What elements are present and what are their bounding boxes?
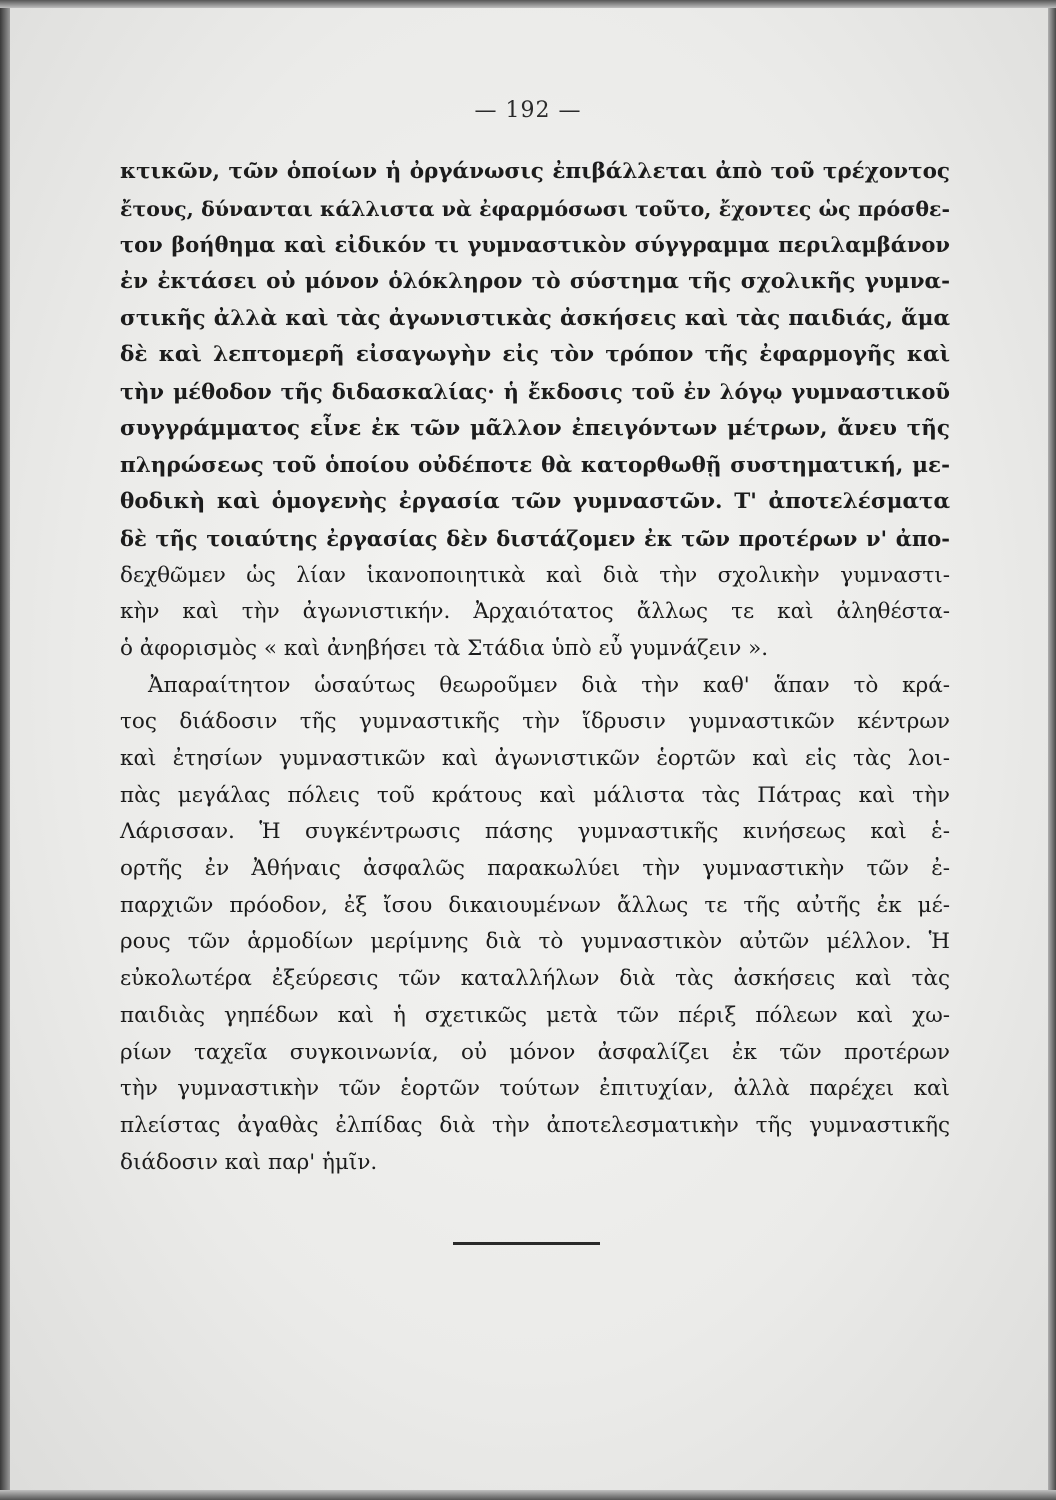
scan-border-bottom: [0, 1490, 1056, 1500]
text-line: πληρώσεως τοῦ ὁποίου οὐδέποτε θὰ κατορθωθῇ συστηματική, με-: [120, 452, 950, 478]
text-line: δὲ καὶ λεπτομερῆ εἰσαγωγὴν εἰς τὸν τρόπον τῆς ἐφαρμογῆς καὶ: [120, 342, 950, 368]
text-line: ορτῆς ἐν Ἀθήναις ἀσφαλῶς παρακωλύει τὴν γυμναστικὴν τῶν ἐ-: [120, 856, 950, 882]
text-line: κτικῶν, τῶν ὁποίων ἡ ὀργάνωσις ἐπιβάλλεται ἀπὸ τοῦ τρέχοντος: [120, 159, 950, 184]
text-line: ἐν ἐκτάσει οὐ μόνον ὁλόκληρον τὸ σύστημα τῆς σχολικῆς γυμνα-: [120, 269, 950, 295]
text-line: τον βοήθημα καὶ εἰδικόν τι γυμναστικὸν σύγγραμμα περιλαμβάνον: [120, 232, 950, 258]
body-text: [120, 154, 950, 1181]
text-line: θοδικὴ καὶ ὁμογενὴς ἐργασία τῶν γυμναστῶν. Τ' ἀποτελέσματα: [120, 489, 950, 515]
text-line: παιδιὰς γηπέδων καὶ ἡ σχετικῶς μετὰ τῶν πέριξ πόλεων καὶ χω-: [120, 1002, 950, 1028]
text-line: τος διάδοσιν τῆς γυμναστικῆς τὴν ἵδρυσιν γυμναστικῶν κέντρων: [120, 709, 950, 735]
text-line: τὴν γυμναστικὴν τῶν ἑορτῶν τούτων ἐπιτυχίαν, ἀλλὰ παρέχει καὶ: [120, 1076, 950, 1102]
text-line: συγγράμματος εἶνε ἐκ τῶν μᾶλλον ἐπειγόντων μέτρων, ἄνευ τῆς: [120, 415, 950, 441]
page-number: — 192 —: [474, 98, 582, 123]
text-line: διάδοσιν καὶ παρ' ἡμῖν.: [120, 1149, 378, 1175]
text-line: ρίων ταχεῖα συγκοινωνία, οὐ μόνον ἀσφαλίζει ἐκ τῶν προτέρων: [120, 1039, 950, 1065]
text-line: δὲ τῆς τοιαύτης ἐργασίας δὲν διστάζομεν ἐκ τῶν προτέρων ν' ἀπο-: [120, 525, 950, 551]
text-line: ὁ ἀφορισμὸς « καὶ ἀνηβήσει τὰ Στάδια ὑπὸ εὖ γυμνάζειν ».: [120, 635, 769, 661]
text-line: παρχιῶν πρόοδον, ἐξ ἴσου δικαιουμένων ἄλλως τε τῆς αὐτῆς ἐκ μέ-: [120, 892, 950, 918]
text-line: καὶ ἐτησίων γυμναστικῶν καὶ ἀγωνιστικῶν ἑορτῶν καὶ εἰς τὰς λοι-: [120, 746, 950, 771]
scan-border-top: [0, 0, 1056, 8]
text-line: Ἀπαραίτητον ὡσαύτως θεωροῦμεν διὰ τὴν καθ' ἅπαν τὸ κρά-: [148, 672, 950, 698]
text-line: πλείστας ἀγαθὰς ἐλπίδας διὰ τὴν ἀποτελεσματικὴν τῆς γυμναστικῆς: [120, 1112, 950, 1138]
section-end-rule: [453, 1242, 600, 1245]
text-line: Λάρισσαν. Ἡ συγκέντρωσις πάσης γυμναστικῆς κινήσεως καὶ ἑ-: [120, 819, 950, 845]
scan-border-right: [1048, 0, 1056, 1500]
text-line: εὐκολωτέρα ἐξεύρεσις τῶν καταλλήλων διὰ τὰς ἀσκήσεις καὶ τὰς: [120, 966, 950, 992]
text-line: ἔτους, δύνανται κάλλιστα νὰ ἐφαρμόσωσι τοῦτο, ἔχοντες ὡς πρόσθε-: [120, 196, 950, 221]
text-line: δεχθῶμεν ὡς λίαν ἱκανοποιητικὰ καὶ διὰ τὴν σχολικὴν γυμναστι-: [120, 562, 950, 588]
text-line: στικῆς ἀλλὰ καὶ τὰς ἀγωνιστικὰς ἀσκήσεις καὶ τὰς παιδιάς, ἅμα: [120, 305, 950, 331]
text-line: τὴν μέθοδον τῆς διδασκαλίας· ἡ ἔκδοσις τοῦ ἐν λόγῳ γυμναστικοῦ: [120, 379, 950, 405]
text-line: κὴν καὶ τὴν ἀγωνιστικήν. Ἀρχαιότατος ἄλλως τε καὶ ἀληθέστα-: [120, 599, 950, 625]
text-line: πὰς μεγάλας πόλεις τοῦ κράτους καὶ μάλιστα τὰς Πάτρας καὶ τὴν: [120, 782, 950, 808]
scan-border-left: [0, 0, 10, 1500]
text-line: ρους τῶν ἁρμοδίων μερίμνης διὰ τὸ γυμναστικὸν αὐτῶν μέλλον. Ἡ: [120, 929, 950, 955]
